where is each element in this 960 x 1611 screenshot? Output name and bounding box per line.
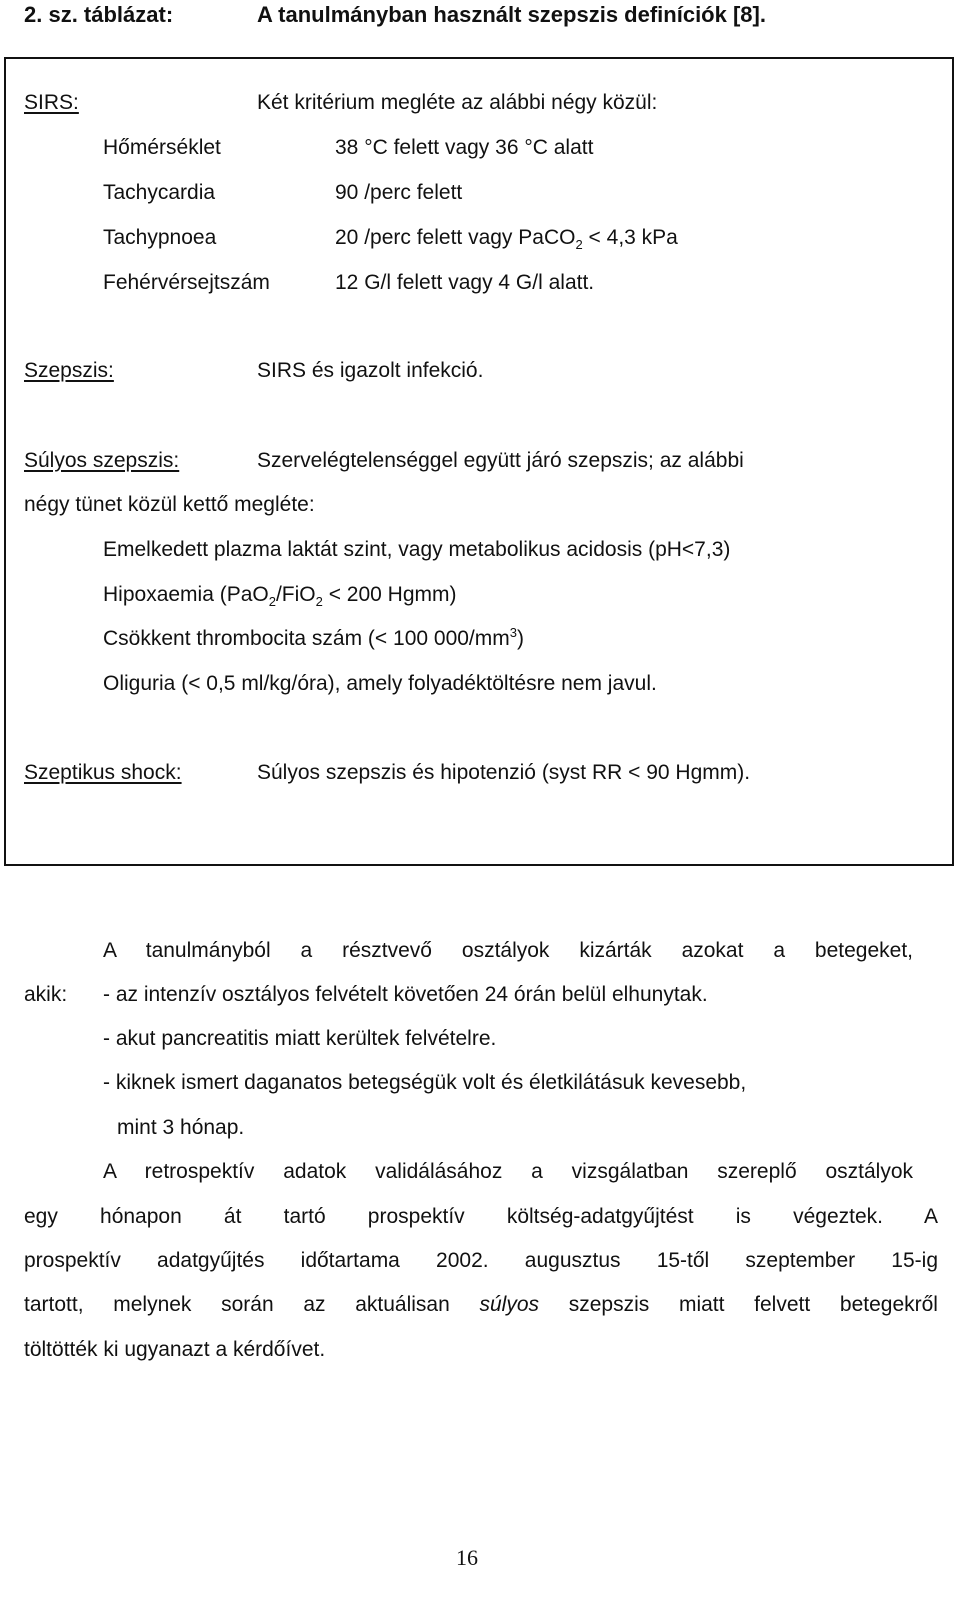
paragraph-line: egy hónapon át tartó prospektív költség-adatgyűjtést is végeztek. A	[24, 1205, 938, 1228]
paragraph-line: prospektív adatgyűjtés időtartama 2002. augusztus 15-től szeptember 15-ig	[24, 1249, 938, 1272]
criterion-name: Tachypnoea	[103, 226, 217, 249]
exclusion-item-cont: mint 3 hónap.	[117, 1116, 245, 1139]
criterion-value: 90 /perc felett	[335, 181, 463, 204]
criterion-name: Fehérvérsejtszám	[103, 271, 270, 294]
criterion-value: 20 /perc felett vagy PaCO$_2$ < 4,3 kPa	[335, 226, 678, 253]
criterion-value: 38 °C felett vagy 36 °C alatt	[335, 136, 594, 159]
criterion-name: Tachycardia	[103, 181, 216, 204]
exclusion-intro: A tanulmányból a résztvevő osztályok kizárták azokat a betegeket,	[103, 939, 913, 962]
sulyos-szepszis-label: Súlyos szepszis:	[24, 449, 180, 472]
table-number: 2. sz. táblázat:	[24, 2, 174, 27]
sirs-label: SIRS:	[24, 91, 79, 114]
paragraph-line: A retrospektív adatok validálásához a vizsgálatban szereplő osztályok	[103, 1160, 913, 1183]
exclusion-item: - kiknek ismert daganatos betegségük volt és életkilátásuk kevesebb,	[103, 1071, 747, 1094]
exclusion-akik: akik:	[24, 983, 68, 1006]
sirs-intro: Két kritérium megléte az alábbi négy közül:	[257, 91, 658, 114]
table-title: A tanulmányban használt szepszis definíciók [8].	[257, 2, 766, 27]
shock-label: Szeptikus shock:	[24, 761, 182, 784]
symptom-item: Hipoxaemia (PaO$_2$/FiO$_2$ < 200 Hgmm)	[103, 583, 457, 610]
sulyos-szepszis-definition-cont: négy tünet közül kettő megléte:	[24, 493, 315, 516]
symptom-item: Oliguria (< 0,5 ml/kg/óra), amely folyadéktöltésre nem javul.	[103, 672, 657, 695]
exclusion-item: - az intenzív osztályos felvételt követően 24 órán belül elhunytak.	[103, 983, 708, 1006]
criterion-name: Hőmérséklet	[103, 136, 221, 159]
symptom-item: Csökkent thrombocita szám (< 100 $000/mm^3$)	[103, 625, 524, 650]
paragraph-line: tartott, melynek során az aktuálisan súlyos szepszis miatt felvett betegekről	[24, 1293, 938, 1316]
exclusion-item: - akut pancreatitis miatt kerültek felvételre.	[103, 1027, 497, 1050]
page-number: 16	[456, 1545, 478, 1570]
sulyos-szepszis-definition: Szervelégtelenséggel együtt járó szepszis; az alábbi	[257, 449, 744, 472]
symptom-item: Emelkedett plazma laktát szint, vagy metabolikus acidosis (pH<7,3)	[103, 538, 731, 561]
szepszis-definition: SIRS és igazolt infekció.	[257, 359, 484, 382]
table-caption	[24, 2, 766, 27]
criterion-value: 12 G/l felett vagy 4 G/l alatt.	[335, 271, 595, 294]
paragraph-line: töltötték ki ugyanazt a kérdőívet.	[24, 1338, 326, 1361]
szepszis-label: Szepszis:	[24, 359, 114, 382]
shock-definition: Súlyos szepszis és hipotenzió (syst RR < 90 Hgmm).	[257, 761, 751, 784]
